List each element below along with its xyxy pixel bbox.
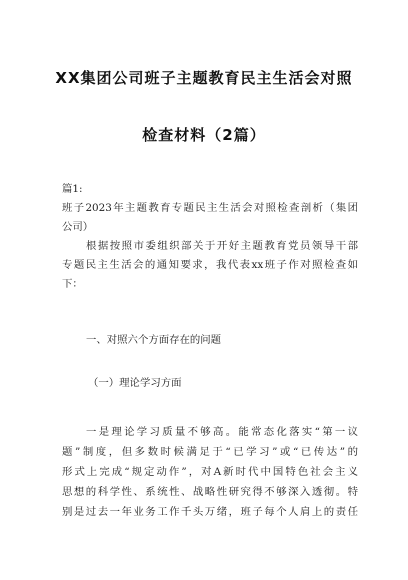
body-line: 别是过去一年业务工作千头万绪，班子每个人肩上的责任 [62,506,358,518]
intro-line: 根据按照市委组织部关于开好主题教育党员领导干部 [86,240,358,252]
subtitle-line: 班子2023年主题教育专题民主生活会对照检查剖析（集团 [62,202,358,214]
part-label: 篇1: [62,183,83,195]
body-line: 形式上完成“规定动作”，对A新时代中国特色社会主义 [62,466,358,478]
body-line: 题”制度，但多数时候满足于“已学习”或“已传达”的 [62,446,358,458]
subsection-heading: （一）理论学习方面 [88,377,182,389]
intro-line: 专题民主生活会的通知要求，我代表xx班子作对照检查如 [62,259,358,271]
body-line: 思想的科学性、系统性、战略性研究得不够深入透彻。特 [62,486,358,498]
body-line: 一是理论学习质量不够高。能常态化落实“第一议 [86,426,358,438]
intro-line: 下： [62,278,83,290]
subtitle-line: 公司） [62,221,94,233]
section-heading: 一、对照六个方面存在的问题 [86,334,222,346]
document-title-line-1: XX集团公司班子主题教育民主生活会对照 [55,69,353,87]
document-title-line-2: 检查材料（2篇） [142,126,266,144]
